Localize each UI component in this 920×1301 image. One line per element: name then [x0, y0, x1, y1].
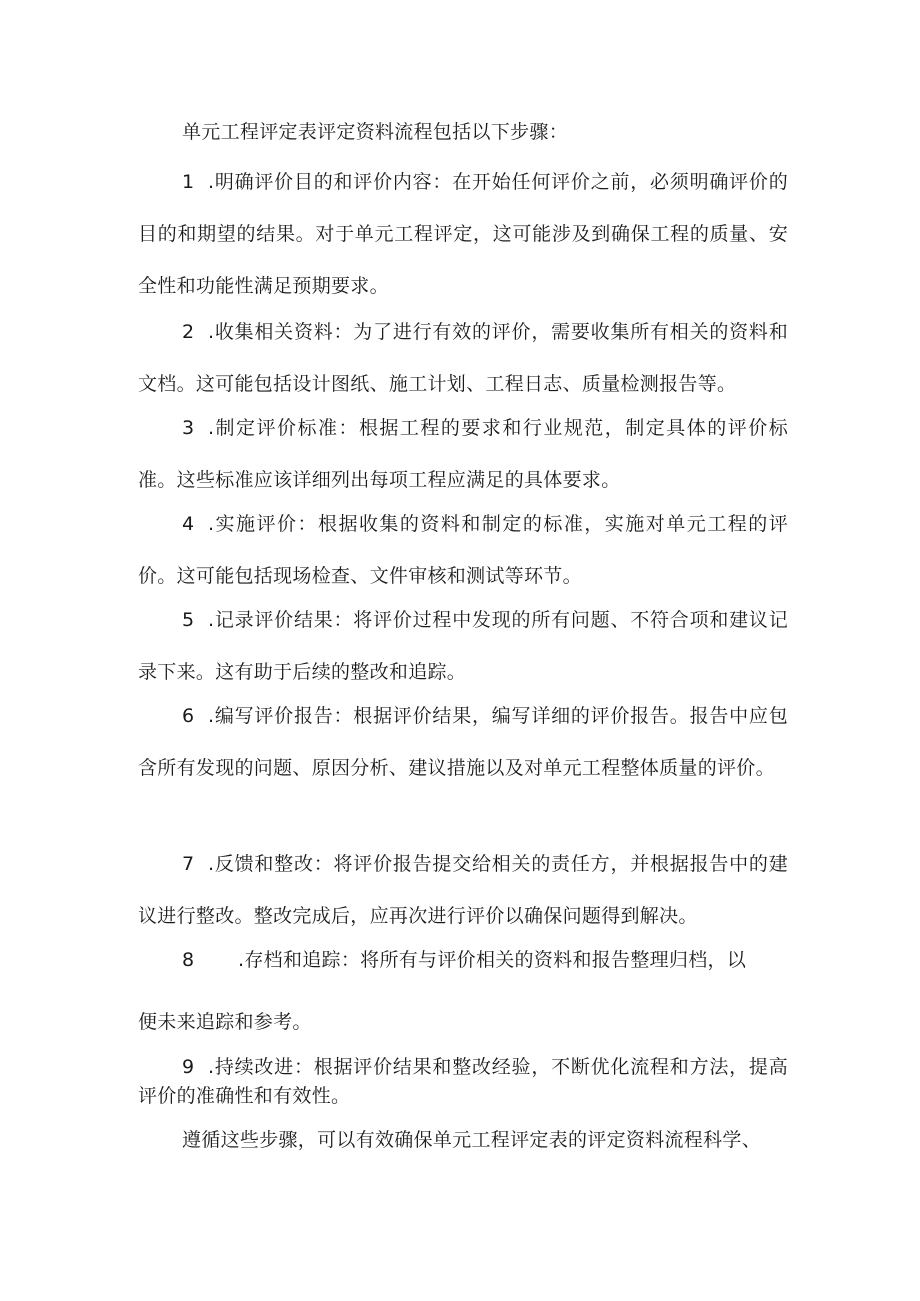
step-9-paragraph — [138, 1053, 788, 1111]
step-8-paragraph — [138, 934, 788, 1048]
step-1-paragraph — [138, 156, 788, 312]
step-9-number: 9 — [182, 1056, 195, 1078]
step-6-text: .编写评价报告：根据评价结果，编写详细的评价报告。报告中应包含所有发现的问题、原因分析、建议措施以及对单元工程整体质量的评价。 — [138, 705, 788, 779]
intro-paragraph: 单元工程评定表评定资料流程包括以下步骤： — [182, 121, 569, 143]
step-1-number: 1 — [182, 171, 195, 193]
step-2-text: .收集相关资料：为了进行有效的评价，需要收集所有相关的资料和文档。这可能包括设计图纸、施工计划、工程日志、质量检测报告等。 — [138, 321, 788, 395]
step-8-continuation: 便未来追踪和参考。 — [138, 1011, 312, 1033]
step-3-paragraph — [138, 402, 788, 506]
step-4-text: .实施评价：根据收集的资料和制定的标准，实施对单元工程的评价。这可能包括现场检查、文件审核和测试等环节。 — [138, 513, 788, 587]
step-5-number: 5 — [182, 609, 195, 631]
step-8-text: .存档和追踪：将所有与评价相关的资料和报告整理归档，以 — [238, 949, 747, 971]
step-4-paragraph — [138, 498, 788, 602]
step-3-text: .制定评价标准：根据工程的要求和行业规范，制定具体的评价标准。这些标准应该详细列出每项工程应满足的具体要求。 — [138, 417, 788, 491]
conclusion-paragraph: 遵循这些步骤，可以有效确保单元工程评定表的评定资料流程科学、 — [182, 1129, 762, 1151]
step-6-number: 6 — [182, 705, 195, 727]
step-5-text: .记录评价结果：将评价过程中发现的所有问题、不符合项和建议记录下来。这有助于后续的整改和追踪。 — [138, 609, 788, 683]
step-2-paragraph — [138, 306, 788, 410]
step-7-text: .反馈和整改：将评价报告提交给相关的责任方，并根据报告中的建议进行整改。整改完成后，应再次进行评价以确保问题得到解决。 — [138, 853, 788, 927]
step-7-number: 7 — [182, 853, 195, 875]
step-1-text: .明确评价目的和评价内容：在开始任何评价之前，必须明确评价的目的和期望的结果。对于单元工程评定，这可能涉及到确保工程的质量、安全性和功能性满足预期要求。 — [138, 171, 788, 297]
step-7-paragraph — [138, 838, 788, 942]
step-9-text: .持续改进：根据评价结果和整改经验，不断优化流程和方法，提高评价的准确性和有效性。 — [138, 1056, 788, 1107]
step-8-number: 8 — [182, 949, 195, 971]
step-6-paragraph — [138, 690, 788, 794]
step-5-paragraph — [138, 594, 788, 698]
step-3-number: 3 — [182, 417, 195, 439]
step-2-number: 2 — [182, 321, 195, 343]
step-4-number: 4 — [182, 513, 195, 535]
